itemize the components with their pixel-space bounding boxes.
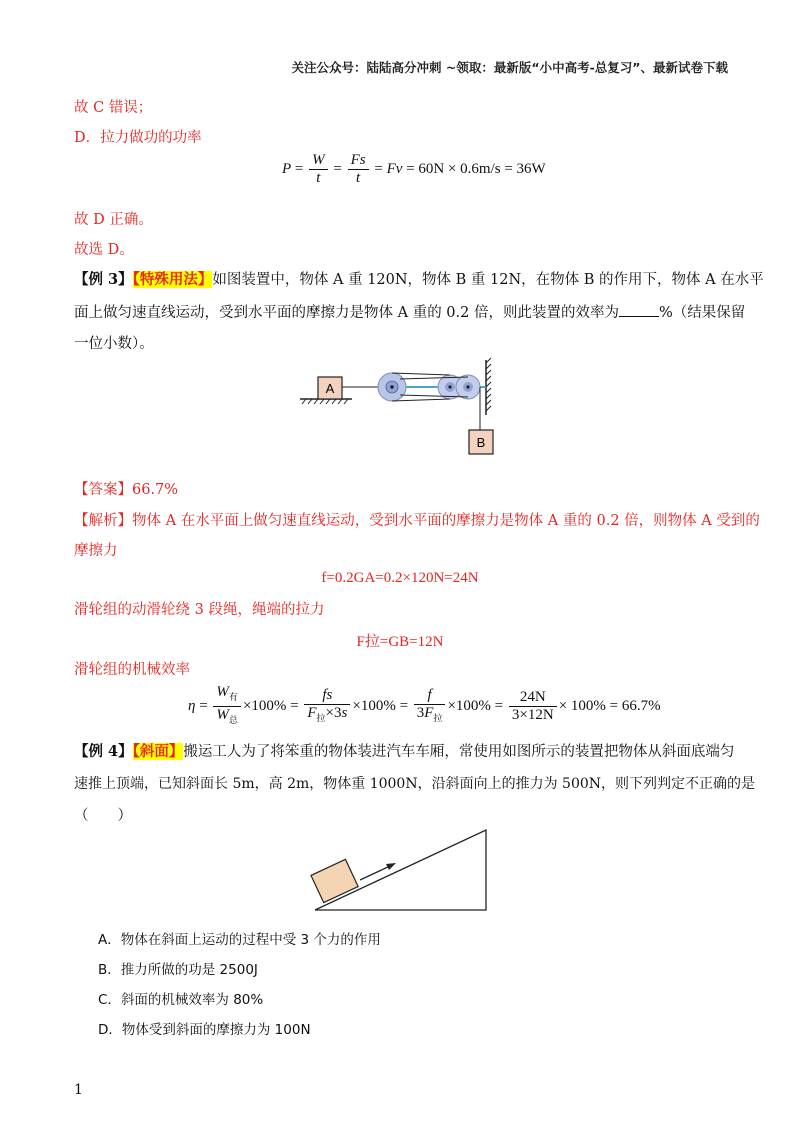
example3-line3: 一位小数）。 — [74, 336, 154, 352]
example4-line1 — [74, 742, 734, 762]
example3-line2 — [74, 302, 745, 323]
page-header: 关注公众号：陆陆高分冲刺 ~领取：最新版“小中高考-总复习”、最新试卷下载 — [291, 60, 728, 75]
option-a: A．物体在斜面上运动的过程中受 3 个力的作用 — [98, 932, 381, 948]
example3-text1: 如图装置中，物体 A 重 120N，物体 B 重 12N，在物体 B 的作用下，物体 A 在水平 — [212, 272, 764, 288]
efficiency-formula: η = $\frac{W_有}{W_总}$ ×100% = $\frac{fs}{F_拉\times 3s}$ ×100% = $\frac{f}{3F_拉}$ ×100% = $\frac{24N}{3\times 12N}$ × 100% = 66.7% — [188, 684, 661, 725]
analysis-line2: 摩擦力 — [74, 543, 118, 559]
pulley-figure — [290, 355, 520, 460]
incline-figure — [310, 825, 495, 915]
block-b-label: B — [476, 435, 486, 450]
block-a-label: A — [325, 381, 335, 396]
rope-text: 滑轮组的动滑轮绕 3 段绳，绳端的拉力 — [74, 602, 325, 618]
example4-line2: 速推上顶端，已知斜面长 5m，高 2m，物体重 1000N，沿斜面向上的推力为 500N，则下列判定不正确的是 — [74, 776, 756, 792]
example4-line3: （ ） — [74, 808, 132, 824]
d-label-text: D．拉力做功的功率 — [74, 130, 202, 146]
power-formula: P = $\frac{W}{t}$ = $\frac{Fs}{t}$ = Fv = 60N × 0.6m/s = 36W — [282, 152, 546, 186]
pull-force-formula: F拉=GB=12N — [356, 634, 444, 650]
answer-text: 【答案】66.7% — [74, 482, 179, 498]
example4-label: 【例 4】 — [74, 743, 133, 760]
c-wrong-text: 故 C 错误； — [74, 100, 153, 116]
example3-text2b: %（结果保留 — [658, 305, 746, 321]
page-number: 1 — [74, 1082, 83, 1098]
option-c: C．斜面的机械效率为 80% — [98, 992, 264, 1008]
option-d: D．物体受到斜面的摩擦力为 100N — [98, 1022, 311, 1038]
example3-label: 【例 3】 — [74, 271, 133, 288]
answer-blank — [619, 302, 659, 317]
analysis-line1: 【解析】物体 A 在水平面上做匀速直线运动，受到水平面的摩擦力是物体 A 重的 0.2 倍，则物体 A 受到的 — [74, 513, 760, 529]
example3-tag: 【特殊用法】 — [132, 271, 213, 288]
efficiency-text: 滑轮组的机械效率 — [74, 662, 190, 678]
example4-text1: 搬运工人为了将笨重的物体装进汽车车厢，常使用如图所示的装置把物体从斜面底端匀 — [183, 744, 735, 760]
example3-text2a: 面上做匀速直线运动，受到水平面的摩擦力是物体 A 重的 0.2 倍，则此装置的效率为 — [74, 305, 619, 321]
option-b: B．推力所做的功是 2500J — [98, 962, 258, 978]
choose-d-text: 故选 D。 — [74, 242, 134, 258]
friction-formula: f=0.2GA=0.2×120N=24N — [321, 570, 479, 586]
example3-line1 — [74, 270, 764, 290]
example4-tag: 【斜面】 — [132, 743, 184, 760]
power-formula-result: = 60N × 0.6m/s = 36W — [406, 160, 546, 177]
d-correct-text: 故 D 正确。 — [74, 212, 153, 228]
efficiency-result: × 100% = 66.7% — [558, 697, 661, 714]
